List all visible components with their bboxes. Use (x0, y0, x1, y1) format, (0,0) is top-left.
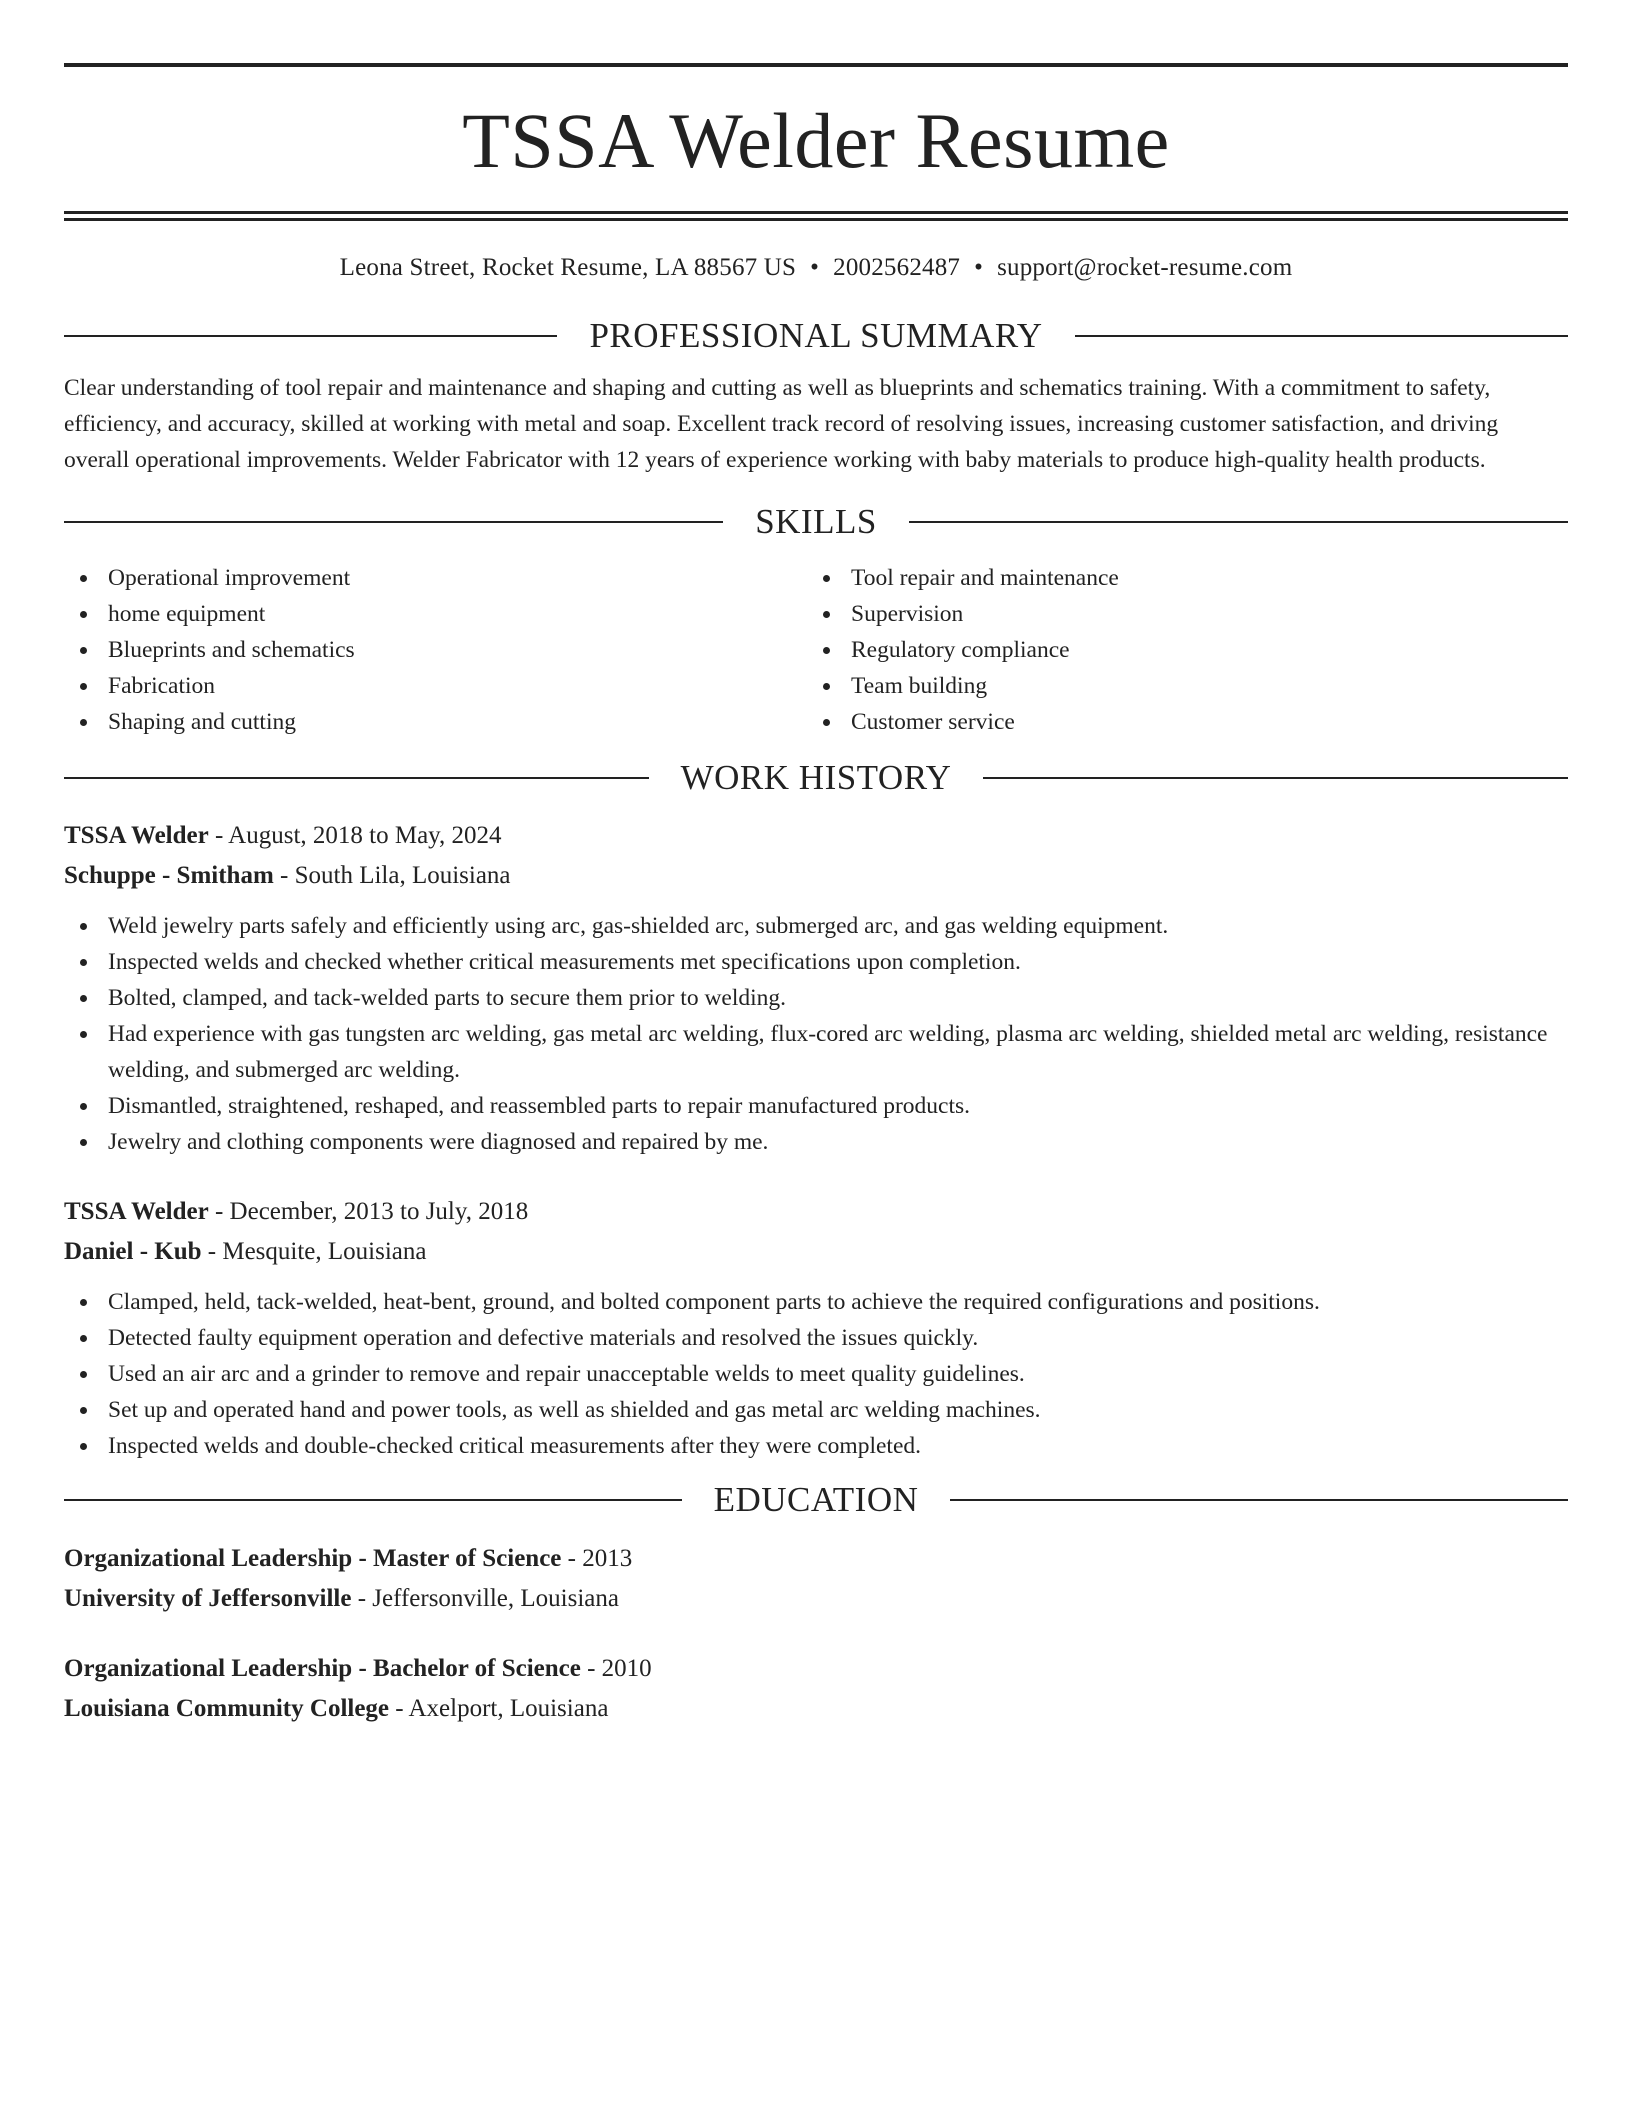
skill-item: Supervision (807, 596, 1550, 632)
contact-separator: • (810, 254, 820, 281)
section-heading-education (64, 1478, 1568, 1522)
top-rule (64, 63, 1568, 67)
skill-item: Team building (807, 668, 1550, 704)
job-dates: - August, 2018 to May, 2024 (208, 822, 502, 849)
job-dates: - December, 2013 to July, 2018 (208, 1198, 529, 1225)
education-degree-line (64, 1539, 1568, 1579)
contact-address: Leona Street, Rocket Resume, LA 88567 US (339, 254, 797, 281)
job-duty-item: Weld jewelry parts safely and efficiently using arc, gas-shielded arc, submerged arc, and gas welding equipment. (64, 908, 1568, 944)
skill-item: Regulatory compliance (807, 632, 1550, 668)
skills-column-right (807, 560, 1550, 740)
summary-text: Clear understanding of tool repair and maintenance and shaping and cutting as well as blueprints and schematics training. With a commitment to safety, efficiency, and accuracy, skilled at working with metal and soap. Excellent track record of resolving issues, increasing customer satisfaction, and driving overall operational improvements. Welder Fabricator with 12 years of experience working with baby materials to produce high-quality health products. (64, 375, 1499, 473)
job-duty-item: Clamped, held, tack-welded, heat-bent, ground, and bolted component parts to achieve the required configurations and positions. (64, 1284, 1568, 1320)
job-duties (64, 908, 1568, 1160)
education-school-line (64, 1689, 1568, 1729)
job-title: TSSA Welder (64, 1198, 209, 1225)
section-heading-label: EDUCATION (713, 1480, 919, 1519)
job-company: Schuppe - Smitham (64, 862, 274, 889)
job-entry (64, 816, 1568, 1160)
heading-rule (64, 335, 557, 337)
skills-list (64, 560, 1568, 740)
job-location: - South Lila, Louisiana (273, 862, 511, 889)
education-school: Louisiana Community College (64, 1695, 390, 1722)
job-duty-item: Set up and operated hand and power tools, as well as shielded and gas metal arc welding machines. (64, 1392, 1568, 1428)
education-location: - Axelport, Louisiana (389, 1695, 609, 1722)
job-duty-item: Bolted, clamped, and tack-welded parts to secure them prior to welding. (64, 980, 1568, 1016)
contact-line (64, 255, 1568, 280)
job-title-line (64, 1192, 1568, 1232)
education-school: University of Jeffersonville (64, 1585, 352, 1612)
page-title: TSSA Welder Resume (462, 97, 1170, 184)
section-heading-summary (64, 314, 1568, 358)
job-company-line (64, 1232, 1568, 1272)
education-location: - Jeffersonville, Louisiana (351, 1585, 619, 1612)
job-duty-item: Used an air arc and a grinder to remove and repair unacceptable welds to meet quality guidelines. (64, 1356, 1568, 1392)
job-duties (64, 1284, 1568, 1464)
education-year: - 2010 (580, 1655, 652, 1682)
skill-item: Blueprints and schematics (64, 632, 807, 668)
job-location: - Mesquite, Louisiana (201, 1238, 427, 1265)
skill-item: Shaping and cutting (64, 704, 807, 740)
job-company: Daniel - Kub (64, 1238, 202, 1265)
skill-item: Fabrication (64, 668, 807, 704)
contact-email[interactable]: support@rocket-resume.com (997, 254, 1293, 281)
skill-item: Tool repair and maintenance (807, 560, 1550, 596)
education-degree: Organizational Leadership - Bachelor of Science (64, 1655, 581, 1682)
job-title: TSSA Welder (64, 822, 209, 849)
contact-phone[interactable]: 2002562487 (833, 254, 961, 281)
job-duty-item: Had experience with gas tungsten arc welding, gas metal arc welding, flux-cored arc welding, plasma arc welding, shielded metal arc welding, resistance welding, and submerged arc welding. (64, 1016, 1568, 1088)
section-heading-skills (64, 500, 1568, 544)
education-degree-line (64, 1649, 1568, 1689)
skill-item: Customer service (807, 704, 1550, 740)
heading-rule (950, 1499, 1568, 1501)
education-degree: Organizational Leadership - Master of Science (64, 1545, 562, 1572)
job-duty-item: Inspected welds and double-checked critical measurements after they were completed. (64, 1428, 1568, 1464)
education-year: - 2013 (561, 1545, 633, 1572)
job-duty-item: Jewelry and clothing components were diagnosed and repaired by me. (64, 1124, 1568, 1160)
contact-separator: • (974, 254, 984, 281)
heading-rule (64, 521, 723, 523)
job-title-line (64, 816, 1568, 856)
education-entry (64, 1649, 1568, 1729)
section-heading-label: SKILLS (755, 502, 877, 541)
job-company-line (64, 856, 1568, 896)
section-heading-label: WORK HISTORY (680, 758, 952, 797)
heading-rule (1075, 335, 1568, 337)
title-double-rule (64, 211, 1568, 221)
section-heading-work (64, 756, 1568, 800)
skill-item: home equipment (64, 596, 807, 632)
education-entry (64, 1539, 1568, 1619)
job-duty-item: Inspected welds and checked whether critical measurements met specifications upon completion. (64, 944, 1568, 980)
heading-rule (64, 1499, 682, 1501)
job-duty-item: Dismantled, straightened, reshaped, and reassembled parts to repair manufactured products. (64, 1088, 1568, 1124)
job-duty-item: Detected faulty equipment operation and defective materials and resolved the issues quickly. (64, 1320, 1568, 1356)
section-heading-label: PROFESSIONAL SUMMARY (589, 316, 1043, 355)
skill-item: Operational improvement (64, 560, 807, 596)
education-school-line (64, 1579, 1568, 1619)
job-entry (64, 1192, 1568, 1464)
heading-rule (983, 777, 1568, 779)
heading-rule (64, 777, 649, 779)
skills-column-left (64, 560, 807, 740)
heading-rule (909, 521, 1568, 523)
